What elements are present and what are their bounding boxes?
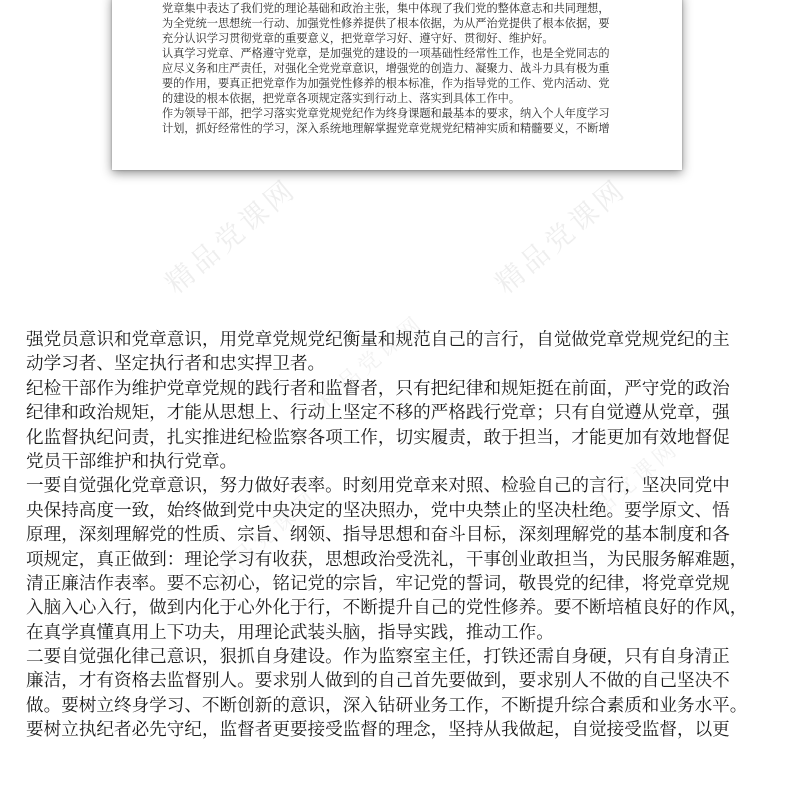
preview-line: 计划，抓好经常性的学习，深入系统地理解掌握党章党规党纪精神实质和精髓要义，不断增 — [162, 122, 610, 135]
body-line: 一要自觉强化党章意识，努力做好表率。时刻用党章来对照、检验自己的言行，坚决同党中 — [26, 476, 730, 497]
body-line: 党员干部维护和执行党章。 — [26, 451, 238, 472]
body-line: 清正廉洁作表率。要不忘初心，铭记党的宗旨，牢记党的誓词，敬畏党的纪律，将党章党规 — [26, 573, 730, 594]
body-line: 动学习者、坚定执行者和忠实捍卫者。 — [26, 354, 326, 375]
body-line: 项规定，真正做到：理论学习有收获，思想政治受洗礼，干事创业敢担当，为民服务解难题， — [26, 549, 748, 570]
body-line: 要树立执纪者必先守纪，监督者更要接受监督的理念，坚持从我做起，自觉接受监督，以更 — [26, 720, 730, 741]
body-line: 入脑入心入行，做到内化于心外化于行，不断提升自己的党性修养。要不断培植良好的作风， — [26, 598, 748, 619]
watermark: 精品党课网 — [159, 172, 303, 301]
preview-line: 作为领导干部，把学习落实党章党规党纪作为终身课题和最基本的要求，纳入个人年度学习 — [162, 107, 610, 120]
body-line: 强党员意识和党章意识，用党章党规党纪衡量和规范自己的言行，自觉做党章党规党纪的主 — [26, 330, 730, 350]
watermark: 精品党课网 — [489, 172, 633, 301]
watermark: 精品党课网 — [568, 435, 685, 539]
body-line: 原理，深刻理解党的性质、宗旨、纲领、指导思想和奋斗目标，深刻理解党的基本制度和各 — [26, 525, 730, 546]
body-line: 化监督执纪问责，扎实推进纪检监察各项工作，切实履责，敢于担当，才能更加有效地督促 — [26, 427, 730, 448]
preview-line: 充分认识学习贯彻党章的重要意义，把党章学习好、遵守好、贯彻好、维护好。 — [162, 32, 554, 45]
watermark: 精品党课网 — [208, 485, 325, 589]
body-line: 纪律和政治规矩，才能从思想上、行动上坚定不移的严格践行党章；只有自觉遵从党章，强 — [26, 403, 730, 424]
preview-line: 的建设的根本依据，把党章各项规定落实到行动上、落实到具体工作中。 — [162, 92, 521, 105]
body-line: 廉洁，才有资格去监督别人。要求别人做到的自己首先要做到，要求别人不做的自己坚决不 — [26, 671, 730, 692]
preview-line: 为全党统一思想统一行动、加强党性修养提供了根本依据，为从严治党提供了根本依据，要 — [162, 17, 610, 30]
preview-line: 要的作用，要真正把党章作为加强党性修养的根本标准，作为指导党的工作、党内活动、党 — [162, 77, 610, 90]
body-line: 在真学真懂真用上下功夫，用理论武装头脑，指导实践，推动工作。 — [26, 622, 554, 643]
document-body — [26, 328, 786, 743]
body-line: 央保持高度一致，始终做到党中央决定的坚决照办，党中央禁止的坚决杜绝。要学原文、悟 — [26, 500, 730, 521]
body-line: 做。要树立终身学习、不断创新的意识，深入钻研业务工作，不断提升综合素质和业务水平。 — [26, 695, 748, 716]
preview-text — [162, 0, 662, 144]
watermark: 精品党课网 — [313, 310, 430, 414]
preview-line: 党章集中表达了我们党的理论基础和政治主张，集中体现了我们党的整体意志和共同理想， — [162, 2, 610, 15]
document-preview-card — [112, 0, 682, 170]
body-line: 纪检干部作为维护党章党规的践行者和监督者，只有把纪律和规矩挺在前面，严守党的政治 — [26, 378, 730, 399]
preview-line: 认真学习党章、严格遵守党章，是加强党的建设的一项基础性经常性工作，也是全党同志的 — [162, 47, 610, 60]
preview-line: 应尽义务和庄严责任，对强化全党党章意识，增强党的创造力、凝聚力、战斗力具有极为重 — [162, 62, 610, 75]
body-line: 二要自觉强化律己意识，狠抓自身建设。作为监察室主任，打铁还需自身硬，只有自身清正 — [26, 647, 730, 668]
